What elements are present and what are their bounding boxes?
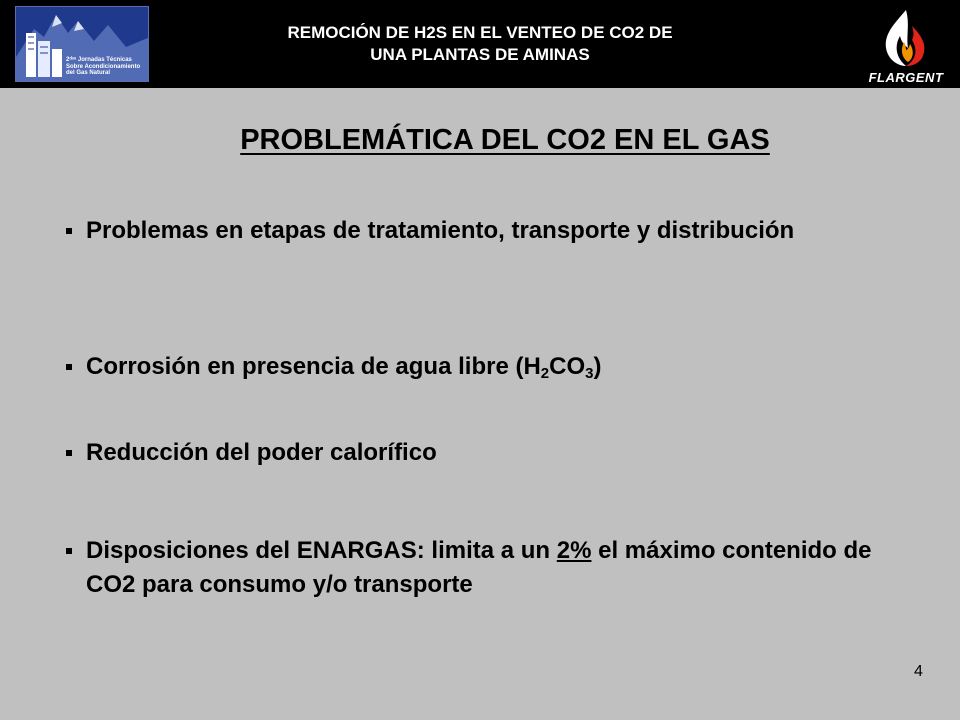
percent-limit: 2% [556,537,592,564]
flame-logo-icon [856,6,956,70]
presentation-title-line2: UNA PLANTAS DE AMINAS [370,45,590,64]
bullet-text-suffix: ) [593,353,602,380]
bullet-text [86,534,886,602]
subscript-2: 2 [540,365,550,382]
jornadas-logo-text: 2ᵈᵃˢ Jornadas Técnicas Sobre Acondicionamiento del Gas Natural [66,57,141,76]
bullet-text-mid: CO [549,353,586,380]
square-bullet-icon [66,228,72,234]
header-bar [0,0,960,88]
bullet-text-suffix: el máximo contenido de CO2 para consumo y/o transporte [86,537,872,598]
bullet-text-prefix: Corrosión en presencia de agua libre (H [86,353,541,380]
slide-title-text: PROBLEMÁTICA DEL CO2 EN EL GAS [240,124,770,156]
presentation-title [200,22,760,66]
square-bullet-icon [66,364,72,370]
bullet-text: Problemas en etapas de tratamiento, transporte y distribución [86,217,795,244]
square-bullet-icon [66,548,72,554]
flargent-logo [856,6,956,86]
bullet-text [86,350,886,384]
slide-title [0,124,960,157]
presentation-title-line1: REMOCIÓN DE H2S EN EL VENTEO DE CO2 DE [287,23,673,42]
bullet-text: Reducción del poder calorífico [86,439,437,466]
square-bullet-icon [66,450,72,456]
subscript-3: 3 [585,365,594,382]
bullet-text-prefix: Disposiciones del ENARGAS: limita a un [86,537,557,564]
jornadas-logo [15,6,149,82]
page-number: 4 [914,663,923,680]
flargent-logo-text: FLARGENT [868,70,944,85]
